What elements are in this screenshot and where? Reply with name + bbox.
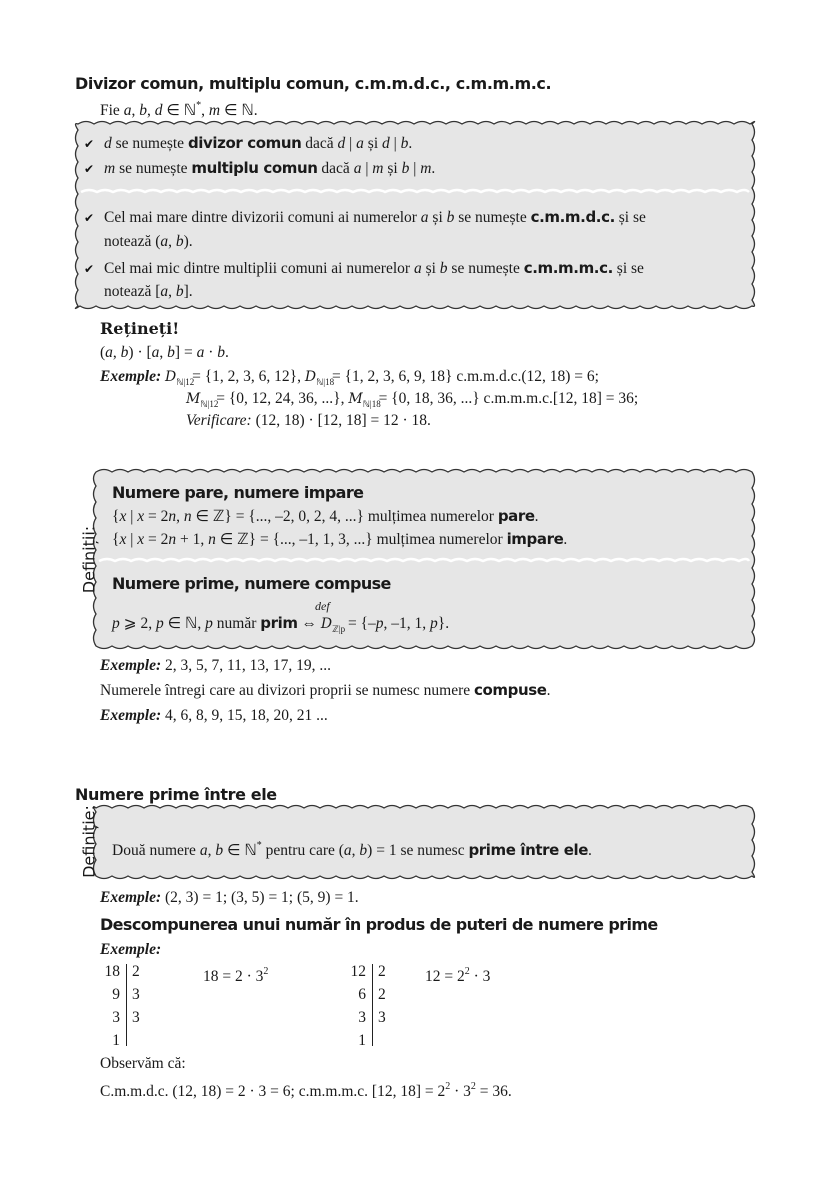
divisor: 3 [132,1009,140,1026]
text-segment: n [183,508,192,525]
text-segment: { [112,508,120,525]
divisor: 3 [132,986,140,1003]
divisor: 2 [378,963,386,980]
text-segment: , [131,102,140,119]
text-segment: b [175,283,184,300]
text-segment: multiplu comun [191,159,318,177]
text-segment: m [208,102,221,119]
text-segment: ⇔ [297,615,321,632]
text-segment: = {1, 2, 3, 6, 12}, [188,368,305,385]
text-segment: 2, 3, 5, 7, 11, 13, 17, 19, ... [161,657,332,674]
text-segment: n [168,531,177,548]
text-segment: = 2 [144,508,169,525]
subsection-title: Numere pare, numere impare [112,483,364,502]
result-12 [425,962,490,987]
text-segment: = {0, 12, 24, 36, ...}, [212,390,349,407]
list-item [84,207,646,228]
text-segment: (12, 18) · [12, 18] = 12 · 18. [251,412,431,429]
text-segment: b [217,344,225,361]
text-segment: M [348,391,363,407]
text-segment: Verificare: [186,412,252,429]
list-item [84,258,644,279]
text-segment: , [207,842,216,859]
dividend: 6 [358,986,366,1003]
text-segment: * [196,100,202,111]
text-segment: d [104,135,112,152]
text-segment: · 3 [469,968,491,985]
observation: Observăm că: [100,1055,186,1072]
text-segment: pare [497,507,535,525]
odd-definition [112,529,567,550]
text-segment: a [413,260,422,277]
text-segment: , [159,344,168,361]
text-segment: prime între ele [468,841,589,859]
text-segment: prim [260,614,298,632]
result-18 [203,962,268,987]
text-segment: { [112,531,120,548]
text-segment: a [343,842,352,859]
text-segment: dacă [317,160,354,177]
text-segment: · 3 [450,1083,471,1100]
item-continuation [104,232,193,252]
text-segment: Exemple: [100,368,162,385]
text-segment: Numerele întregi care au divizori proprii se numesc numere [100,682,475,699]
item-text [104,260,644,277]
text-segment: x [137,508,145,525]
text-segment: a [105,344,113,361]
text-segment: c.m.m.d.c. [530,208,615,226]
formula [100,343,229,363]
text-segment: , [351,842,360,859]
text-segment: ∈ ℤ} = {..., –1, 1, 3, ...} mulțimea numerelor [215,531,507,548]
text-segment: . [225,344,229,361]
text-segment: ). [183,233,193,250]
dividend: 1 [358,1032,366,1049]
text-segment: x [137,531,145,548]
text-segment: x [119,531,127,548]
section-title: Numere prime între ele [75,785,277,804]
text-segment: divizor comun [187,134,302,152]
text-segment: d [382,135,390,152]
division-bar [372,964,373,1046]
text-segment: , [146,102,155,119]
text-segment: număr [212,615,261,632]
item-text [104,160,435,177]
text-segment: ∈ ℕ. [220,102,258,119]
text-segment: . [431,160,436,177]
text-segment: | [389,135,401,152]
text-segment: p [156,615,164,632]
text-segment: . [408,135,413,152]
text-segment: d [337,135,346,152]
text-segment: = 2 [144,531,169,548]
prime-definition [112,613,449,634]
example-line [186,389,638,409]
text-segment: + 1, [176,531,209,548]
text-segment: ] = [174,344,197,361]
text-segment: a [123,102,132,119]
text-segment: p [205,615,213,632]
text-segment: b [175,233,184,250]
text-segment: x [119,508,127,525]
subsection-title: Numere prime, numere compuse [112,574,391,593]
text-segment: 2 [464,966,470,977]
text-segment: . [563,531,568,548]
text-segment: dacă [301,135,338,152]
text-segment: ) = 1 se numesc [367,842,469,859]
text-segment: Fie [100,102,124,119]
text-segment: D [165,369,177,385]
composite-text [100,680,550,701]
text-segment: 12 = 2 [425,968,465,985]
text-segment: a [420,209,429,226]
text-segment: , –1, 1, [383,615,431,632]
text-segment: b [120,344,129,361]
text-segment: pentru care ( [261,842,344,859]
text-segment: se numește [454,209,531,226]
def-label: def [315,599,330,613]
conclusion [100,1077,512,1102]
text-segment: b [215,842,224,859]
text-segment: b [401,160,410,177]
text-segment: . [546,682,551,699]
text-segment: b [167,344,175,361]
text-segment: b [446,209,455,226]
text-segment: = {– [344,615,376,632]
example-line [100,888,359,908]
text-segment: 18 = 2 · 3 [203,968,264,985]
text-segment: 4, 6, 8, 9, 15, 18, 20, 21 ... [161,707,328,724]
item-text [104,209,646,226]
text-segment: ) · [ [128,344,152,361]
text-segment: și [421,260,440,277]
text-segment: 2 [470,1081,476,1092]
text-segment: și [363,135,382,152]
text-segment: D [320,616,333,632]
dividend: 9 [112,986,120,1003]
text-segment: | [345,135,357,152]
divisor: 2 [132,963,140,980]
text-segment: . [534,508,539,525]
text-segment: = {0, 18, 36, ...} c.m.m.m.c.[12, 18] = 36; [374,390,639,407]
text-segment: Exemple: [100,889,162,906]
text-segment: a [196,344,205,361]
text-segment: , [201,102,209,119]
text-segment: a [353,160,362,177]
text-segment: b [359,842,368,859]
text-segment: se numește [115,160,192,177]
item-text [104,135,412,152]
text-segment: * [256,840,262,851]
text-segment: ∈ ℕ [223,842,257,859]
divisor: 3 [378,1009,386,1026]
text-segment: }. [437,615,450,632]
check-icon: ✔ [84,262,95,276]
text-segment: 2 [263,966,269,977]
list-item [84,133,412,154]
text-segment: se numește [447,260,524,277]
text-segment: a [160,233,169,250]
text-segment: D [304,369,317,385]
text-segment: Exemple: [100,657,162,674]
retineti-heading: Rețineți! [100,319,180,338]
text-segment: impare [506,530,564,548]
text-segment: · [204,344,218,361]
definitie-label: Definiție: [79,805,99,878]
text-segment: a [356,135,364,152]
definitii-label: Definiții: [79,525,99,594]
check-icon: ✔ [84,162,95,176]
text-segment: | [126,531,138,548]
text-segment: ⩾ 2, [119,615,156,632]
example-line [100,367,599,387]
example-line [186,411,431,431]
text-segment: | [361,160,373,177]
text-segment: a [199,842,208,859]
check-icon: ✔ [84,211,95,225]
text-segment: și se [612,260,644,277]
text-segment: . [588,842,592,859]
text-segment: și [428,209,447,226]
text-segment: ]. [183,283,193,300]
text-segment: ∈ ℕ [162,102,197,119]
text-segment: , [112,344,121,361]
text-segment: Două numere [112,842,200,859]
text-segment: M [186,391,201,407]
coprime-definition [112,836,592,861]
text-segment: n [208,531,216,548]
text-segment: m [420,160,432,177]
even-definition [112,506,539,527]
text-segment: a [160,283,169,300]
text-segment: notează ( [104,233,161,250]
text-segment: Cel mai mare dintre divizorii comuni ai numerelor [104,209,421,226]
text-segment: ∈ ℕ, [163,615,206,632]
text-segment: a [151,344,160,361]
text-segment: ∈ ℤ} = {..., –2, 0, 2, 4, ...} mulțimea numerelor [191,508,498,525]
text-segment: 2 [445,1081,451,1092]
check-icon: ✔ [84,137,95,151]
example-line [100,706,328,726]
text-segment: | [409,160,421,177]
text-segment: , [168,233,176,250]
intro-text [100,96,258,121]
text-segment: d [154,102,163,119]
text-segment: ( [100,344,106,361]
text-segment: | [126,508,138,525]
stacked-script: ℕ|18 [316,377,335,387]
stacked-script: ℕ|12 [200,399,219,409]
dividend: 1 [112,1032,120,1049]
text-segment: , [176,508,184,525]
text-segment: m [104,160,116,177]
text-segment: c.m.m.m.c. [523,259,613,277]
example-line [100,656,331,676]
text-segment: m [372,160,384,177]
dividend: 3 [358,1009,366,1026]
decomposition-heading: Descompunerea unui număr în produs de puteri de numere prime [100,915,658,934]
text-segment: p [430,615,438,632]
list-item [84,158,435,179]
examples-label: Exemple: [100,941,162,958]
stacked-script: ℕ|18 [362,399,381,409]
text-segment: (2, 3) = 1; (3, 5) = 1; (5, 9) = 1. [161,889,359,906]
text-segment: compuse [474,681,547,699]
text-segment: = 36. [475,1083,512,1100]
text-segment: Cel mai mic dintre multiplii comuni ai numerelor [104,260,414,277]
text-segment: b [439,260,448,277]
text-segment: C.m.m.d.c. (12, 18) = 2 · 3 = 6; c.m.m.m.c. [12, 18] = 2 [100,1083,446,1100]
section-title: Divizor comun, multiplu comun, c.m.m.d.c., c.m.m.m.c. [75,74,552,93]
text-segment: b [139,102,147,119]
text-segment: b [400,135,409,152]
item-continuation [104,282,193,302]
division-bar [126,964,127,1046]
dividend: 18 [104,963,120,980]
text-segment: n [168,508,177,525]
text-segment: notează [ [104,283,161,300]
text-segment: și se [614,209,646,226]
text-segment: , [168,283,176,300]
stacked-script: ℤ|p [332,624,346,634]
text-segment: p [112,615,120,632]
text-segment: p [375,615,384,632]
text-segment: și [383,160,402,177]
dividend: 3 [112,1009,120,1026]
text-segment: Exemple: [100,707,162,724]
text-segment: se numește [111,135,188,152]
text-segment: = {1, 2, 3, 6, 9, 18} c.m.m.d.c.(12, 18) = 6; [328,368,599,385]
dividend: 12 [350,963,366,980]
stacked-script: ℕ|12 [176,377,195,387]
divisor: 2 [378,986,386,1003]
